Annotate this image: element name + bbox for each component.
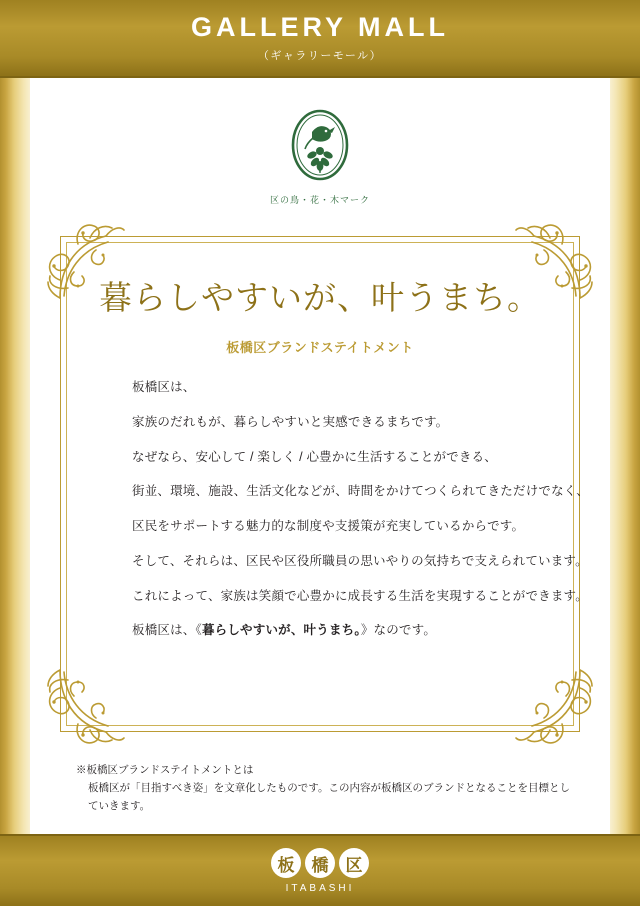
- logo-romaji: ITABASHI: [285, 883, 355, 894]
- statement-line: 板橋区は、: [132, 380, 196, 394]
- itabashi-logo: [271, 848, 369, 878]
- statement-line: 区民をサポートする魅力的な制度や支援策が充実しているからです。: [132, 519, 525, 533]
- statement-line: これによって、家族は笑顔で心豊かに成長する生活を実現することができます。: [132, 588, 588, 603]
- footer-banner: [0, 834, 640, 906]
- statement-closing-line: [132, 621, 540, 640]
- catchphrase: 暮らしやすいが、叶うまち。: [99, 278, 541, 317]
- closing-prefix: 板橋区は、《: [132, 623, 202, 638]
- statement-line: 家族のだれもが、暮らしやすいと実感できるまちです。: [132, 414, 449, 429]
- statement-line: なぜなら、安心して / 楽しく / 心豊かに生活することができる、: [132, 449, 497, 464]
- statement-label: 板橋区ブランドステイトメント: [226, 340, 414, 355]
- statement-line: 街並、環境、施設、生活文化などが、時間をかけてつくられてきただけでなく、: [132, 484, 589, 499]
- page-subtitle: （ギャラリーモール）: [257, 50, 383, 63]
- main-content: [30, 78, 610, 838]
- emblem-caption: 区の鳥・花・木マーク: [269, 195, 370, 205]
- footnote-line-1: ※板橋区ブランドステイトメントとは: [76, 764, 254, 777]
- emblem-block: [30, 78, 610, 206]
- footnote-line-2: 板橋区が「目指すべき姿」を文章化したものです。この内容が板橋区のブランドとなることを目標としていきます。: [88, 782, 570, 813]
- corner-flourish-icon: [34, 662, 130, 758]
- header-banner: [0, 0, 640, 78]
- statement-line: そして、それらは、区民や区役所職員の思いやりの気持ちで支えられています。: [132, 553, 588, 568]
- statement-body: [80, 378, 589, 640]
- closing-emphasis: 暮らしやすいが、叶うまち。: [201, 623, 361, 638]
- closing-suffix: 》なのです。: [360, 623, 437, 638]
- logo-kanji-1: 板: [271, 848, 301, 878]
- ward-bird-flower-tree-emblem-icon: [284, 105, 356, 185]
- logo-kanji-3: 区: [339, 848, 369, 878]
- statement-content: [80, 258, 589, 640]
- ornamental-frame: [46, 228, 594, 740]
- footnote: [76, 762, 570, 816]
- logo-kanji-2: 橋: [305, 848, 335, 878]
- page-title: GALLERY MALL: [191, 11, 449, 42]
- corner-flourish-icon: [510, 662, 606, 758]
